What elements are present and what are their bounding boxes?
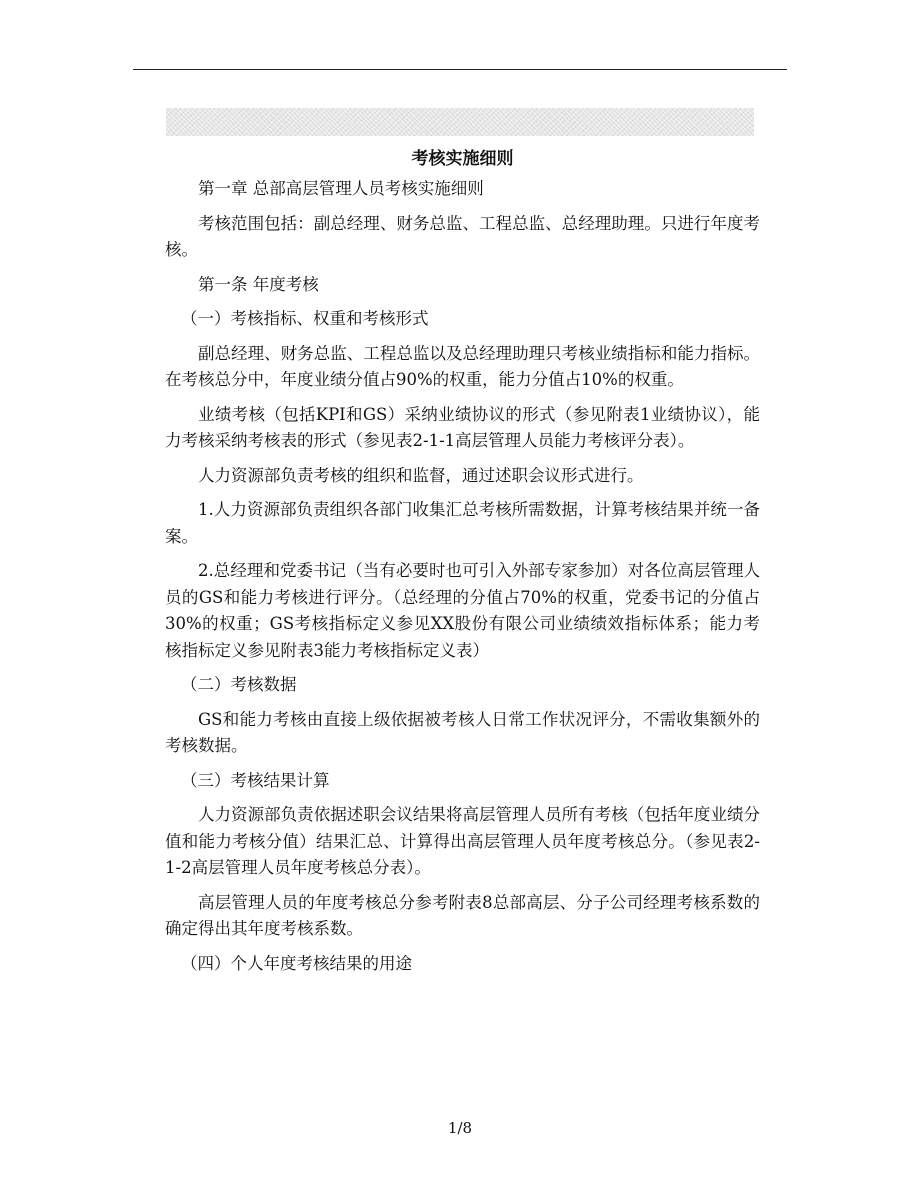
weights-paragraph: 副总经理、财务总监、工程总监以及总经理助理只考核业绩指标和能力指标。在考核总分中，年度业绩分值占90%的权重，能力分值占10%的权重。 bbox=[165, 343, 760, 389]
document-body bbox=[165, 146, 760, 985]
section-heading-2: （二）考核数据 bbox=[181, 675, 297, 694]
header-rule bbox=[133, 69, 787, 70]
step-2-paragraph: 2.总经理和党委书记（当有必要时也可引入外部专家参加）对各位高层管理人员的GS和能力考核进行评分。（总经理的分值占70%的权重，党委书记的分值占30%的权重；GS考核指标定义参见XX股份有限公司业绩绩效指标体系；能力考核指标定义参见附表3能力考核指标定义表） bbox=[165, 561, 760, 660]
forms-paragraph: 业绩考核（包括KPI和GS）采纳业绩协议的形式（参见附表1业绩协议），能力考核采纳考核表的形式（参见表2-1-1高层管理人员能力考核评分表）。 bbox=[165, 404, 760, 450]
coefficient-paragraph: 高层管理人员的年度考核总分参考附表8总部高层、分子公司经理考核系数的确定得出其年度考核系数。 bbox=[165, 892, 760, 938]
scope-paragraph: 考核范围包括：副总经理、财务总监、工程总监、总经理助理。只进行年度考核。 bbox=[165, 213, 760, 259]
chapter-heading: 第一章 总部高层管理人员考核实施细则 bbox=[198, 179, 484, 198]
data-paragraph: GS和能力考核由直接上级依据被考核人日常工作状况评分，不需收集额外的考核数据。 bbox=[165, 709, 760, 755]
article-heading: 第一条 年度考核 bbox=[198, 274, 319, 294]
header-banner bbox=[166, 108, 754, 136]
section-heading-3: （三）考核结果计算 bbox=[181, 770, 330, 790]
section-heading-1: （一）考核指标、权重和考核形式 bbox=[181, 309, 429, 328]
document-title: 考核实施细则 bbox=[411, 149, 514, 169]
section-heading-4: （四）个人年度考核结果的用途 bbox=[181, 953, 412, 973]
calculation-paragraph: 人力资源部负责依据述职会议结果将高层管理人员所有考核（包括年度业绩分值和能力考核分值）结果汇总、计算得出高层管理人员年度考核总分。（参见表2-1-2高层管理人员年度考核总分表）。 bbox=[165, 805, 760, 877]
page-number: 1/8 bbox=[447, 1119, 473, 1137]
organization-paragraph: 人力资源部负责考核的组织和监督，通过述职会议形式进行。 bbox=[198, 465, 644, 485]
step-1-paragraph: 1.人力资源部负责组织各部门收集汇总考核所需数据，计算考核结果并统一备案。 bbox=[165, 500, 760, 546]
